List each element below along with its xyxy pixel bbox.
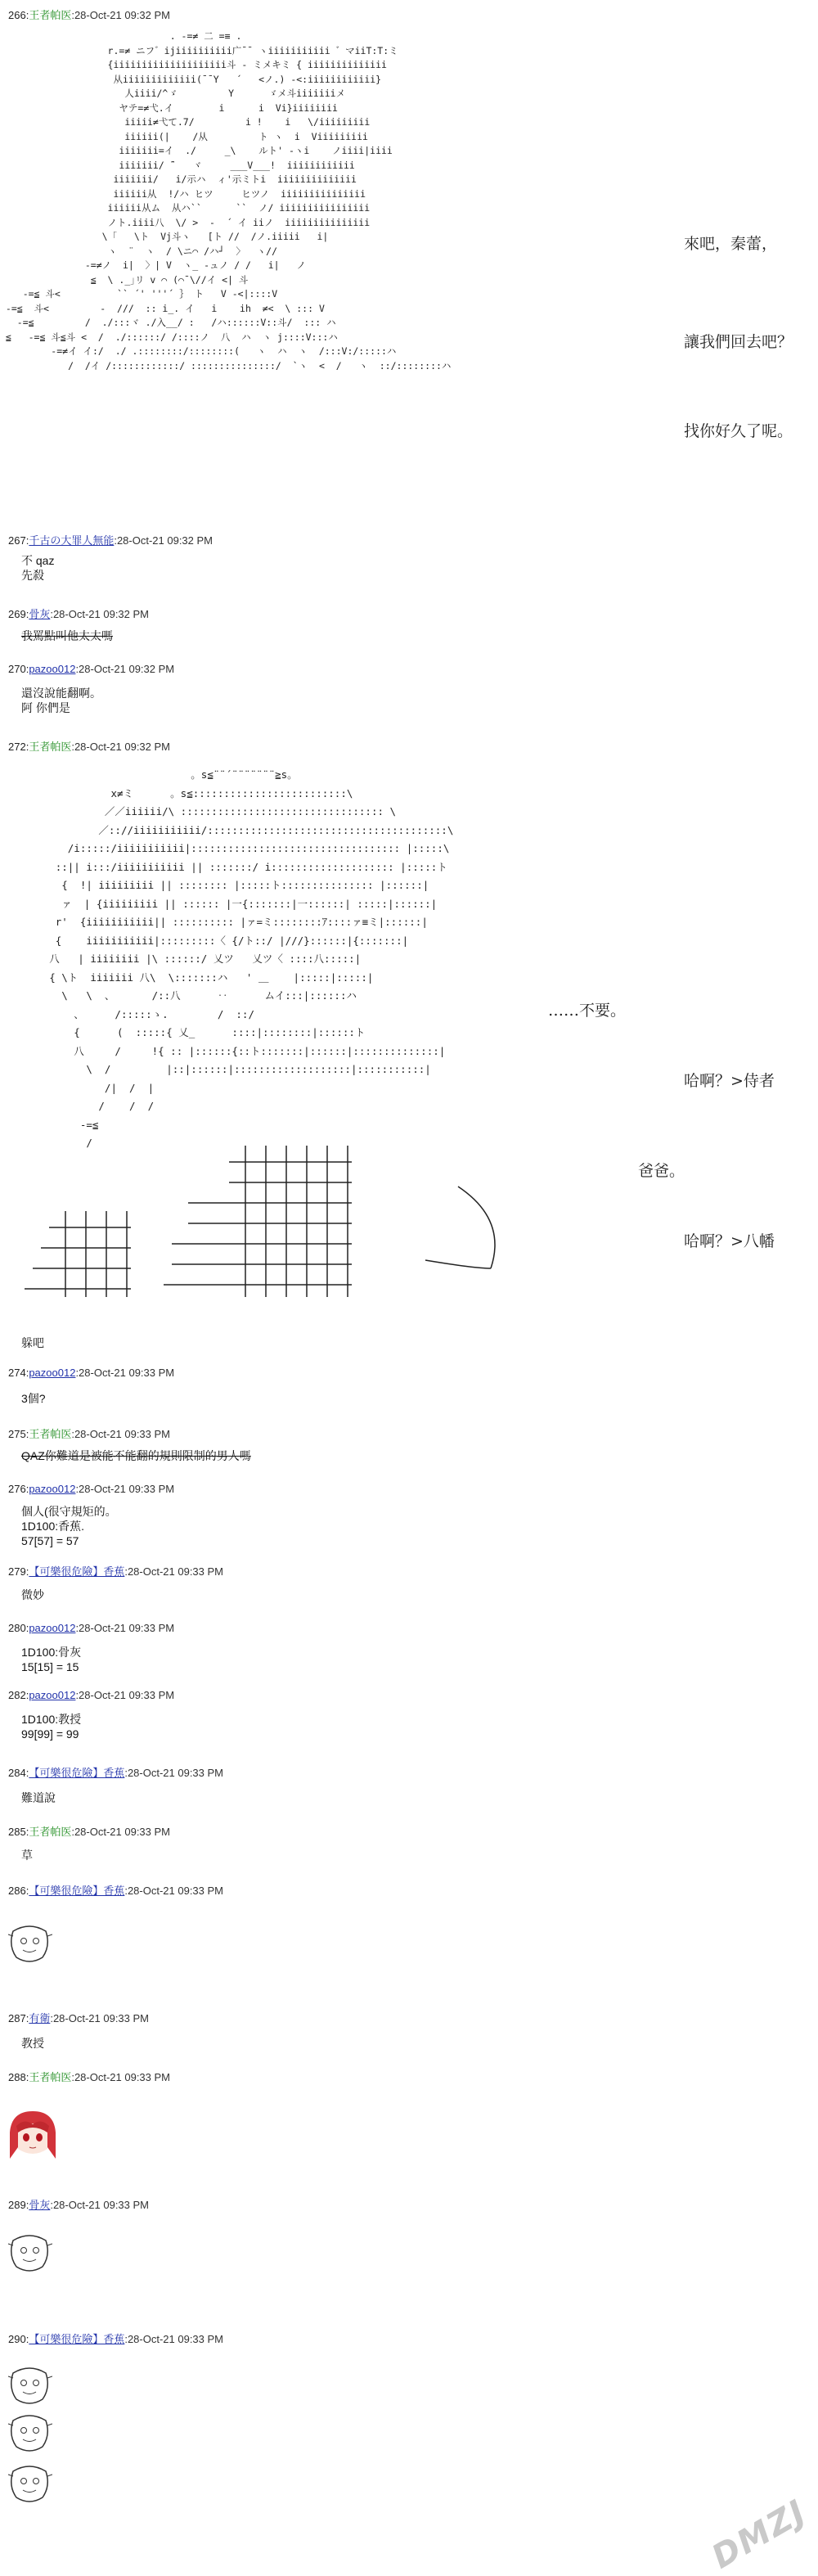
poster-name[interactable]: 有衛 <box>29 2012 51 2024</box>
post-number: 275: <box>8 1428 29 1440</box>
poster-name[interactable]: pazoo012 <box>29 1622 76 1634</box>
watermark-logo: DMZJ <box>705 2493 813 2576</box>
dialogue-line: 找你好久了呢。 <box>684 422 793 440</box>
post-header <box>8 1882 223 1898</box>
post-body: 個人(很守規矩的。 1D100:香蕉. 57[57] = 57 <box>21 1505 117 1547</box>
post-number: 276: <box>8 1483 29 1495</box>
post-header <box>8 2196 149 2212</box>
post-body: 微妙 <box>21 1588 44 1601</box>
post-time: :28-Oct-21 09:32 PM <box>71 9 170 21</box>
post-time: :28-Oct-21 09:33 PM <box>124 2333 223 2345</box>
post-time: :28-Oct-21 09:33 PM <box>75 1622 175 1634</box>
post-header <box>8 1823 170 1839</box>
post-body: 還沒說能翻啊。 阿 你們是 <box>21 687 101 714</box>
dialogue-line: ……不要。 <box>548 1002 627 1020</box>
post-time: :28-Oct-21 09:33 PM <box>71 1428 170 1440</box>
post-time: :28-Oct-21 09:33 PM <box>124 1885 223 1897</box>
poster-name[interactable]: 【可樂很危險】香蕉 <box>29 1565 125 1578</box>
post-number: 266: <box>8 9 29 21</box>
post-time: :28-Oct-21 09:32 PM <box>75 663 175 675</box>
post-number: 269: <box>8 608 29 620</box>
poster-name[interactable]: 骨灰 <box>29 608 51 620</box>
post-time: :28-Oct-21 09:32 PM <box>114 534 213 547</box>
post-header <box>8 606 149 621</box>
post-number: 287: <box>8 2012 29 2024</box>
post-header <box>8 1425 170 1441</box>
post-header <box>8 532 213 547</box>
dialogue-line: 讓我們回去吧？ <box>684 333 793 351</box>
poster-name[interactable]: 王者帕医 <box>29 741 72 753</box>
meme-face-icon <box>7 2365 52 2406</box>
poster-name[interactable]: 王者帕医 <box>29 1826 72 1838</box>
poster-name[interactable]: pazoo012 <box>29 1483 76 1495</box>
poster-name[interactable]: 王者帕医 <box>29 9 72 21</box>
post-time: :28-Oct-21 09:32 PM <box>50 608 149 620</box>
poster-name[interactable]: pazoo012 <box>29 1367 76 1379</box>
poster-name[interactable]: 王者帕医 <box>29 2071 72 2083</box>
post-header <box>8 1689 174 1701</box>
post-time: :28-Oct-21 09:33 PM <box>124 1565 223 1578</box>
post-time: :28-Oct-21 09:33 PM <box>50 2012 149 2024</box>
post-body: 教授 <box>21 2037 44 2050</box>
post-number: 272: <box>8 741 29 753</box>
post-number: 290: <box>8 2333 29 2345</box>
post-time: :28-Oct-21 09:33 PM <box>75 1689 175 1701</box>
meme-face-icon <box>7 1923 52 1964</box>
post-number: 284: <box>8 1767 29 1779</box>
post-time: :28-Oct-21 09:33 PM <box>50 2199 149 2211</box>
post-header <box>8 2331 223 2346</box>
post-number: 280: <box>8 1622 29 1634</box>
ascii-art-2: 。s≦¨¨´¨¨¨¨¨¨¨≧s。 x≠ミ 。s≦:::::::::::::::::::::::::\ ／／iiiiii/\ ::::::::::::::::::::::::::::::::: \ ／:://iiiiiiiiiii/:::::::::::::::::::::::::::::::::::::::\ /i:::::/iiiiiiiiiii|:::::::::::::::::::::::::::::::::: |:::::\ ::|| i:::/iiiiiiiiiii || :::::::/ i:::::::::::::::::::: |:::::ト { !| iiiiiiiii || :::::::: |:::::ト::::::::::::::: |::::::| ァ | {iiiiiiiii || :::::: |一{:::::::|一::::::| :::::|::::::| r' {iiiiiiiiiii|| :::::::::: |ァ=ミ::::::::ｱ::::ァ≡ミ|::::::| { iiiiiiiiiii|:::::::::〈 {/ト::/ |///}::::::|{:::::::| 八 | iiiiiiii |\ ::::::/ 乂ツ 乂ツ〈 ::::八:::::| { \ト iiiiiii 八\ \:::::::ハ ' ＿ |:::::|:::::| \ \ 、 /::八 ‥ ムイ:::|::::::ハ 、 /:::::ゝ. / ::/ { ( :::::{ 乂_ ::::|::::::::|::::::ト 八 / !{ :: |::::::{::ト:::::::|::::::|::::::::::::::| \ / |::|::::::|:::::::::::::::::::|:::::::::::| /| / | / / / ‐=≦ / <box>49 768 454 1149</box>
post-time: :28-Oct-21 09:33 PM <box>71 2071 170 2083</box>
post-number: 288: <box>8 2071 29 2083</box>
dialogue-line: 哈啊？>侍者 <box>684 1072 775 1090</box>
post-number: 270: <box>8 663 29 675</box>
meme-face-icon <box>7 2412 52 2453</box>
post-header <box>8 2010 149 2025</box>
poster-name[interactable]: 【可樂很危險】香蕉 <box>29 2333 125 2345</box>
meme-face-icon <box>7 2232 52 2273</box>
poster-name[interactable]: pazoo012 <box>29 663 76 675</box>
post-time: :28-Oct-21 09:33 PM <box>75 1483 175 1495</box>
dialogue-line: 爸爸。 <box>638 1162 685 1180</box>
post-header <box>8 7 170 22</box>
post-time: :28-Oct-21 09:33 PM <box>75 1367 175 1379</box>
post-number: 279: <box>8 1565 29 1578</box>
post-body: 不 qaz 先殺 <box>21 554 55 582</box>
post-number: 286: <box>8 1885 29 1897</box>
post-body: 我罵點叫他太太嗎 <box>21 629 113 642</box>
post-header <box>8 1563 223 1578</box>
post-header <box>8 2069 170 2084</box>
post-body: 3個? <box>21 1392 46 1405</box>
post-header <box>8 663 174 675</box>
poster-name[interactable]: pazoo012 <box>29 1689 76 1701</box>
post-body: 1D100:骨灰 15[15] = 15 <box>21 1646 82 1673</box>
post-time: :28-Oct-21 09:33 PM <box>71 1826 170 1838</box>
post-header <box>8 1367 174 1379</box>
post-body: 1D100:教授 99[99] = 99 <box>21 1713 82 1741</box>
post-header <box>8 738 170 754</box>
post-body: 躲吧 <box>21 1336 44 1349</box>
post-number: 285: <box>8 1826 29 1838</box>
meme-face-icon <box>7 2463 52 2504</box>
post-time: :28-Oct-21 09:33 PM <box>124 1767 223 1779</box>
ascii-grid-pattern <box>0 1064 524 1301</box>
poster-name[interactable]: 骨灰 <box>29 2199 51 2211</box>
post-header <box>8 1483 174 1495</box>
post-body: QAZ你難道是被能不能翻的規則限制的男人嗎 <box>21 1449 251 1462</box>
poster-name[interactable]: 千古の大罪人無能 <box>29 534 115 547</box>
post-body: 草 <box>21 1849 33 1862</box>
dialogue-line: 來吧，秦蕾， <box>684 235 778 253</box>
post-time: :28-Oct-21 09:32 PM <box>71 741 170 753</box>
poster-name[interactable]: 王者帕医 <box>29 1428 72 1440</box>
poster-name[interactable]: 【可樂很危險】香蕉 <box>29 1767 125 1779</box>
grid-lines <box>25 1146 495 1297</box>
anime-girl-avatar-icon <box>7 2108 59 2165</box>
poster-name[interactable]: 【可樂很危險】香蕉 <box>29 1885 125 1897</box>
post-header <box>8 1764 223 1780</box>
ascii-art-1: . -=≠ 二 =≡ . r.=≠ ニフ゛ijiiiiiiiiii广¯¯ ヽiiiiiiiiiii ゛マiiT:T:ミ {iiiiiiiiiiiiiiiiiiii斗 ‐ ミメキミ { iiiiiiiiiiiiii 从iiiiiiiiiiiii(¯¯Y ´ <ノ.) ‐<:iiiiiiiiiiii} 人iiii/^ゞ Y ゞメ斗iiiiiiiメ ヤテ=≠弋.イ i i Vi}iiiiiiii iiiii≠弋て.7/ i ! i \/iiiiiiiii iiiiii(| /从 ト ヽ i Viiiiiiiii iiiiiii=イ ./ _\ ルト' ‐ヽi ノiiii|iiii iiiiiii/ ̄¨ ヾ ___V___! iiiiiiiiiiii iiiiiii/ i/示ハ ィ'示ミトi iiiiiiiiiiiiii iiiiii从 !/ハ ヒツ ヒツノ iiiiiiiiiiiiiii iiiiii从ム 从ハ`` `` ノ/ iiiiiiiiiiiiiiii ノト.iiii八 \/ > ‐ ´ イ iiノ iiiiiiiiiiiiiii \「 \ト Vj斗ヽ [ト // /ノ.iiiii i| ヽ ¨ ヽ / \ニ⌒ /ハ┘ 〉 ヽ// -=≠ノ i| 〉| V ヽ_ -ュノ / / i| ノ ≦ \ ._｣リ v ⌒ (⌒¯\//イ <| 斗 ‐=≦ 斗< `` ´' '''´ ｝ ト V ‐<|::::V ‐=≦ 斗< ‐ /// :: i_. イ i ih ≠< \ ::: V ‐=≦ / ./:::ヾ ./入__/ : /ハ::::::V::斗/ ::: ハ ≦ ‐=≦ 斗≦斗 < / ./::::::/ /::::ノ 八 ハ ヽ j::::V:::ハ ‐=≠イ イ:/ ./ .::::::::/::::::::( ヽ ハ ヽ /:::V:/:::::ハ / /イ /::::::::::::/ :::::::::::::::/ `ヽ < / ヽ ::/::::::::ハ <box>5 30 452 372</box>
post-header <box>8 1622 174 1634</box>
post-number: 282: <box>8 1689 29 1701</box>
post-number: 274: <box>8 1367 29 1379</box>
post-number: 289: <box>8 2199 29 2211</box>
post-number: 267: <box>8 534 29 547</box>
dialogue-line: 哈啊？>八幡 <box>684 1232 775 1250</box>
post-body: 難道說 <box>21 1791 56 1804</box>
